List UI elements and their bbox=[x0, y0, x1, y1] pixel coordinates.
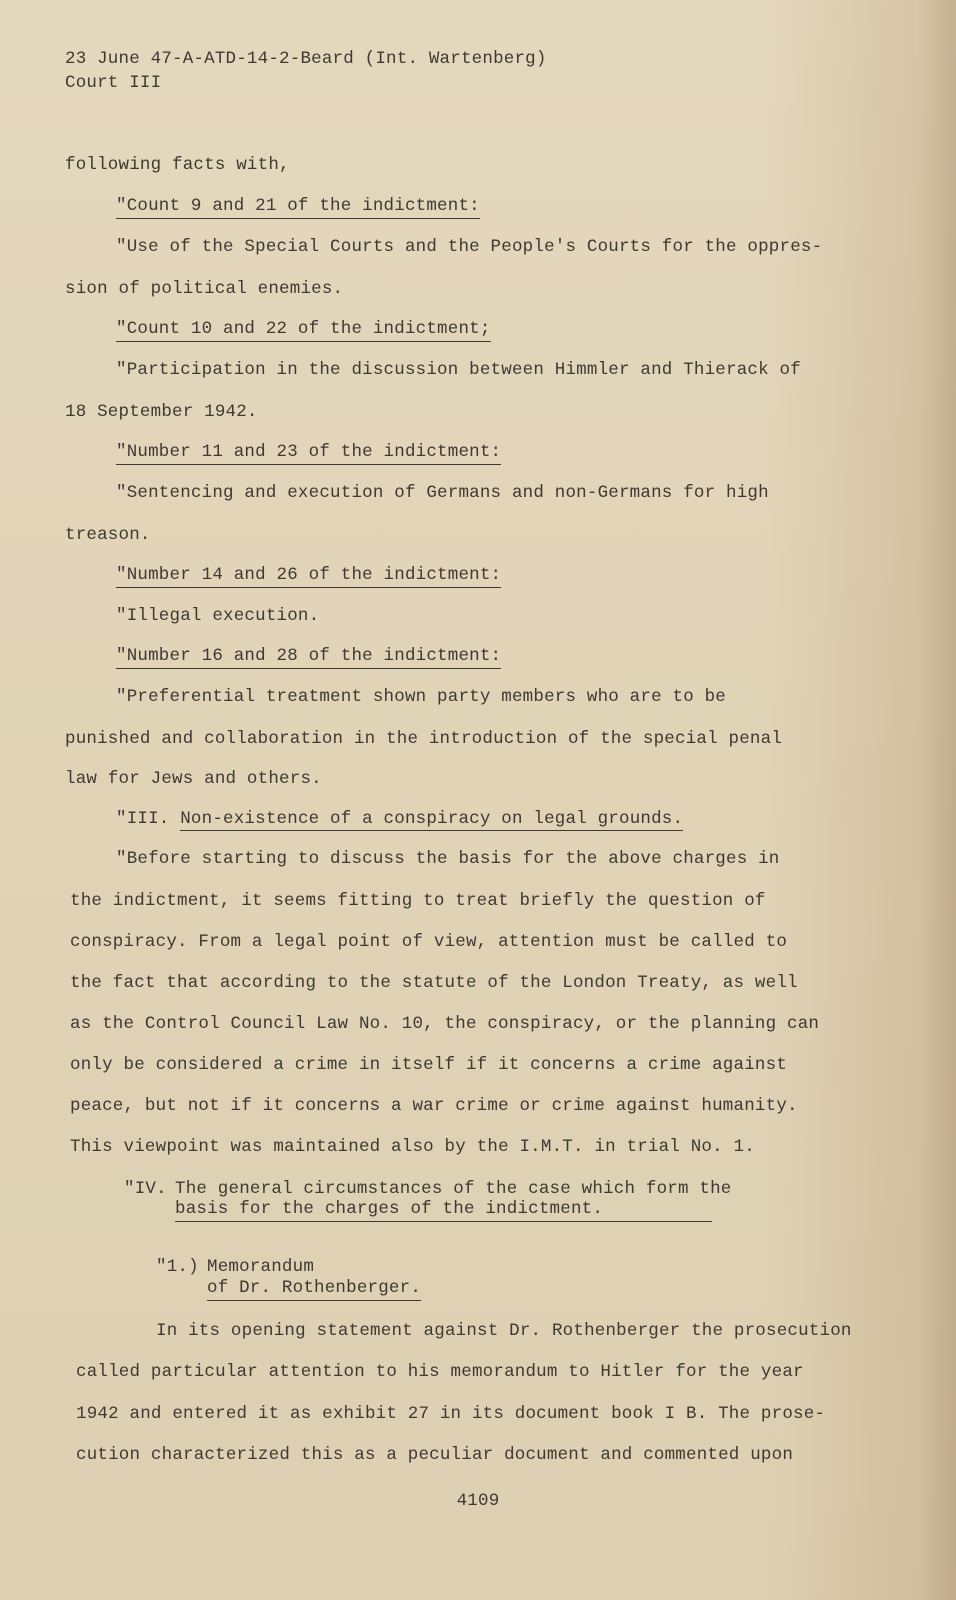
text-line: 1942 and entered it as exhibit 27 in its document book I B. The prose- bbox=[76, 1404, 826, 1424]
text-line: called particular attention to his memorandum to Hitler for the year bbox=[76, 1362, 804, 1382]
count-heading: "Number 14 and 26 of the indictment: bbox=[116, 564, 501, 588]
count-heading: "Number 11 and 23 of the indictment: bbox=[116, 441, 501, 465]
text-line: "Use of the Special Courts and the People's Courts for the oppres- bbox=[116, 237, 823, 257]
section-number: "III. bbox=[116, 809, 170, 829]
text-line: peace, but not if it concerns a war crime or crime against humanity. bbox=[70, 1096, 798, 1116]
section-title: The general circumstances of the case which form the bbox=[175, 1179, 732, 1199]
text-line: as the Control Council Law No. 10, the conspiracy, or the planning can bbox=[70, 1014, 820, 1034]
count-heading: "Number 16 and 28 of the indictment: bbox=[116, 645, 501, 669]
text-line: the indictment, it seems fitting to treat briefly the question of bbox=[70, 891, 766, 911]
section-title: Non-existence of a conspiracy on legal grounds. bbox=[180, 809, 684, 829]
text-line: 18 September 1942. bbox=[65, 402, 258, 422]
text-line: This viewpoint was maintained also by the I.M.T. in trial No. 1. bbox=[70, 1137, 755, 1157]
text-line: "Preferential treatment shown party members who are to be bbox=[116, 687, 726, 707]
subsection-title: of Dr. Rothenberger. bbox=[207, 1277, 421, 1301]
text-line: law for Jews and others. bbox=[65, 769, 322, 789]
text-line: "Participation in the discussion between Himmler and Thierack of bbox=[116, 360, 801, 380]
text-line: "Sentencing and execution of Germans and non-Germans for high bbox=[116, 483, 769, 503]
text-line: "Before starting to discuss the basis for the above charges in bbox=[116, 849, 780, 869]
header-line-1: 23 June 47-A-ATD-14-2-Beard (Int. Wartenberg) bbox=[65, 49, 547, 69]
text-line: In its opening statement against Dr. Rothenberger the prosecution bbox=[156, 1321, 852, 1341]
count-heading: "Count 10 and 22 of the indictment; bbox=[116, 318, 491, 342]
count-heading: "Count 9 and 21 of the indictment: bbox=[116, 195, 480, 219]
subsection-title: Memorandum bbox=[207, 1257, 315, 1277]
text-line: cution characterized this as a peculiar document and commented upon bbox=[76, 1445, 794, 1465]
section-heading-iii bbox=[116, 808, 683, 830]
text-line: only be considered a crime in itself if it concerns a crime against bbox=[70, 1055, 788, 1075]
header-line-2: Court III bbox=[65, 73, 162, 93]
subsection-number: "1.) bbox=[156, 1257, 199, 1277]
text-line: punished and collaboration in the introduction of the special penal bbox=[65, 729, 783, 749]
text-line: following facts with, bbox=[65, 155, 290, 175]
text-line: conspiracy. From a legal point of view, attention must be called to bbox=[70, 932, 788, 952]
text-line: treason. bbox=[65, 525, 151, 545]
section-number: "IV. bbox=[124, 1179, 167, 1199]
text-line: "Illegal execution. bbox=[116, 606, 320, 626]
section-title: basis for the charges of the indictment. bbox=[175, 1198, 712, 1222]
text-line: sion of political enemies. bbox=[65, 279, 344, 299]
page-number: 4109 bbox=[456, 1491, 500, 1511]
text-line: the fact that according to the statute of the London Treaty, as well bbox=[70, 973, 798, 993]
